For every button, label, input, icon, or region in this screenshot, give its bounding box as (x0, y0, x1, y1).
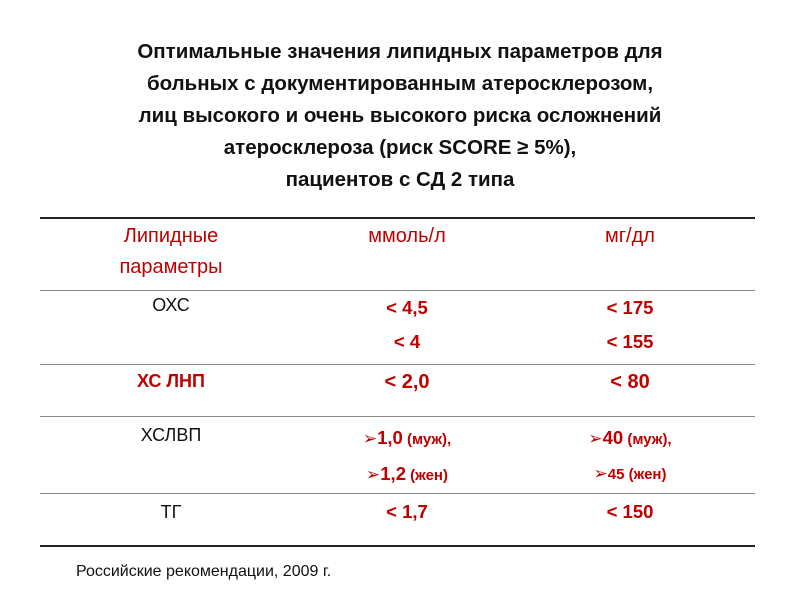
value-line (312, 457, 502, 493)
title-line: лиц высокого и очень высокого риска осложнений (138, 104, 662, 127)
row-param: ХСЛВП (140, 425, 202, 445)
arrow-bullet-icon: ➢ (366, 465, 381, 484)
value: 40 (602, 427, 624, 448)
row-divider (40, 364, 755, 365)
value-note: (муж), (623, 431, 672, 448)
header-lipid-params (40, 221, 302, 283)
value: 45 (жен) (607, 466, 667, 483)
title-line: атеросклероза (риск SCORE ≥ 5%), (223, 136, 577, 159)
row-param: ТГ (160, 502, 182, 522)
value-line (530, 421, 730, 457)
header-mmol: ммоль/л (368, 225, 446, 247)
row-mmol (312, 421, 502, 493)
page-title (40, 36, 760, 196)
row-mgdl (530, 421, 730, 492)
title-line: больных с документированным атеросклерозом, (146, 72, 654, 95)
header-text: Липидные (123, 225, 219, 247)
row-divider (40, 493, 755, 494)
header-mgdl: мг/дл (605, 225, 655, 247)
value: < 4 (393, 331, 421, 352)
arrow-bullet-icon: ➢ (362, 429, 378, 448)
value-line (312, 421, 502, 457)
value: < 4,5 (386, 297, 428, 318)
table-top-rule (40, 217, 755, 219)
value: < 175 (606, 297, 654, 318)
row-mgdl: < 150 (606, 501, 654, 522)
value: 1,2 (380, 463, 406, 484)
title-line: пациентов с СД 2 типа (285, 168, 515, 191)
row-param: ХС ЛНП (137, 371, 205, 391)
table-bottom-rule (40, 545, 755, 547)
row-mmol: < 2,0 (384, 371, 430, 393)
value-line (530, 457, 730, 492)
header-text: параметры (119, 256, 223, 278)
row-divider (40, 416, 755, 417)
value: 1,0 (377, 427, 403, 448)
value-note: (жен) (405, 467, 448, 484)
row-param: ОХС (152, 295, 190, 315)
row-mgdl: < 80 (610, 371, 650, 393)
row-mmol (312, 291, 502, 359)
arrow-bullet-icon: ➢ (593, 464, 608, 483)
value-note: (муж), (402, 431, 452, 448)
row-mgdl (530, 291, 730, 359)
title-line: Оптимальные значения липидных параметров для (137, 40, 663, 63)
source-footnote: Российские рекомендации, 2009 г. (76, 563, 332, 580)
value: < 155 (606, 331, 654, 352)
row-mmol: < 1,7 (386, 501, 428, 522)
arrow-bullet-icon: ➢ (588, 429, 603, 448)
